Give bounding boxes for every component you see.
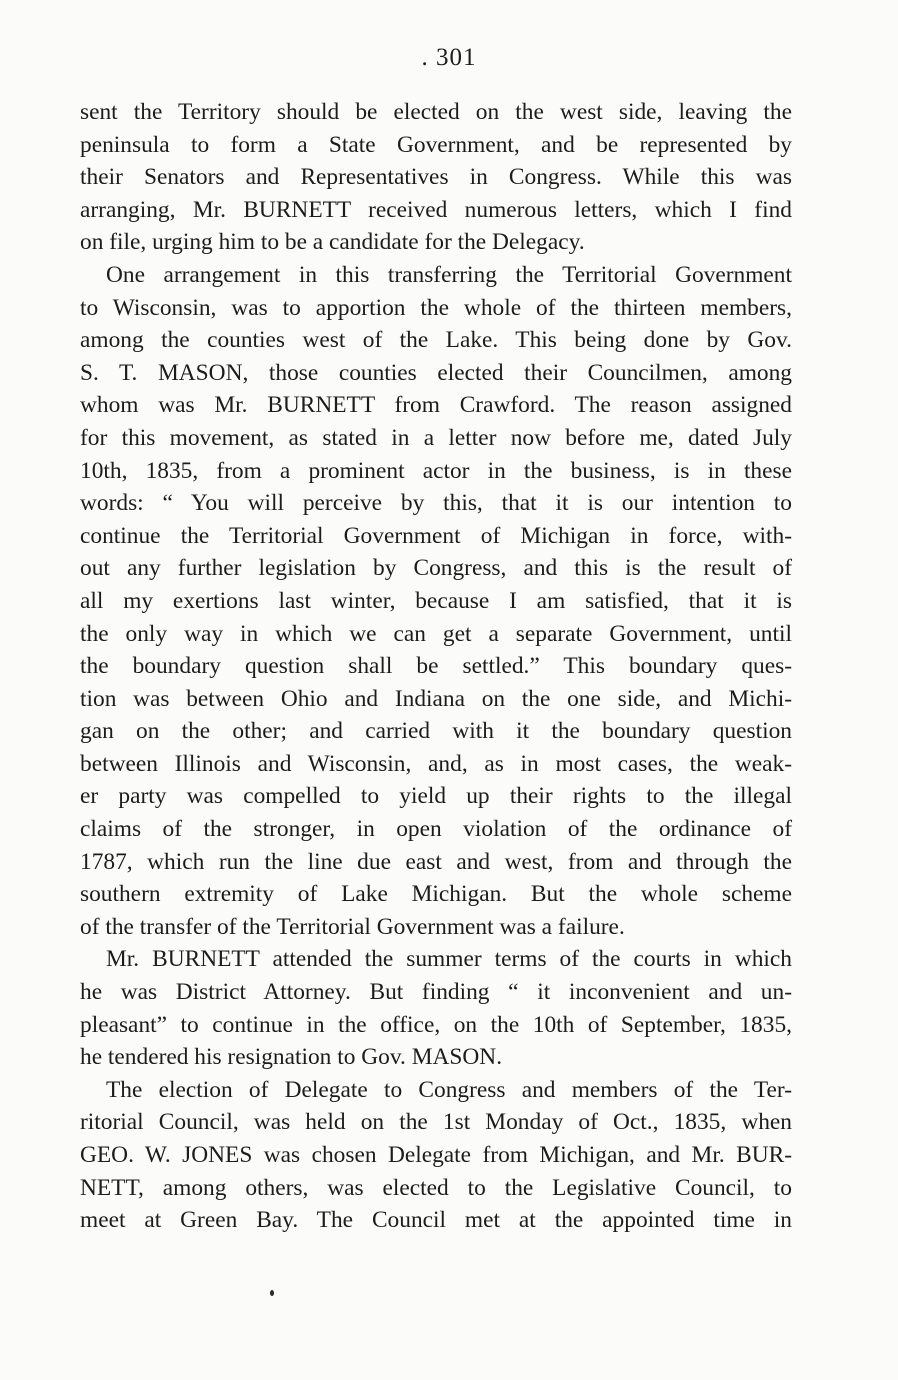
text-line: One arrangement in this transferring the Territorial Government [106,261,792,288]
text-line: 10th, 1835, from a prominent actor in the business, is in these [80,457,792,484]
text-line: peninsula to form a State Government, and be represented by [80,131,792,158]
text-line: their Senators and Representatives in Congress. While this was [80,164,792,191]
text-line: ritorial Council, was held on the 1st Monday of Oct., 1835, when [80,1109,792,1136]
text-line: arranging, Mr. BURNETT received numerous letters, which I find [80,196,792,223]
text-line: GEO. W. JONES was chosen Delegate from Michigan, and Mr. BUR- [80,1142,792,1168]
text-line: among the counties west of the Lake. This being done by Gov. [80,327,792,354]
body-text [80,96,792,1237]
text-line: whom was Mr. BURNETT from Crawford. The reason assigned [80,392,792,419]
text-line: out any further legislation by Congress, and this is the result of [80,555,792,582]
text-line: pleasant” to continue in the office, on the 10th of September, 1835, [80,1011,792,1038]
text-line: the boundary question shall be settled.” This boundary ques- [80,653,792,680]
text-line: between Illinois and Wisconsin, and, as in most cases, the weak- [80,750,792,777]
paragraph-3 [80,943,792,1073]
text-line: for this movement, as stated in a letter now before me, dated July [80,424,792,451]
text-line: 1787, which run the line due east and west, from and through the [80,848,792,875]
page-number: . 301 [421,44,477,71]
text-line: he tendered his resignation to Gov. MASON. [80,1044,503,1071]
paragraph-1 [80,96,792,259]
text-line: meet at Green Bay. The Council met at the appointed time in [80,1207,792,1234]
text-line: claims of the stronger, in open violation of the ordinance of [80,816,792,843]
paragraph-2 [80,259,792,943]
text-line: gan on the other; and carried with it the boundary question [80,718,792,745]
text-line: he was District Attorney. But finding “ it inconvenient and un- [80,979,792,1006]
text-line: to Wisconsin, was to apportion the whole of the thirteen members, [80,294,792,321]
text-line: The election of Delegate to Congress and members of the Ter- [106,1076,792,1103]
text-line: all my exertions last winter, because I am satisfied, that it is [80,587,792,614]
text-line: on file, urging him to be a candidate for the Delegacy. [80,229,585,256]
text-line: er party was compelled to yield up their rights to the illegal [80,783,792,810]
text-line: tion was between Ohio and Indiana on the one side, and Michi- [80,685,792,712]
text-line: the only way in which we can get a separate Government, until [80,620,792,647]
ink-dot [270,1290,274,1296]
text-line: NETT, among others, was elected to the Legislative Council, to [80,1174,792,1201]
text-line: of the transfer of the Territorial Government was a failure. [80,913,625,940]
paragraph-4 [80,1074,792,1237]
text-line: words: “ You will perceive by this, that it is our intention to [80,490,792,517]
text-line: Mr. BURNETT attended the summer terms of the courts in which [106,946,792,973]
text-line: continue the Territorial Government of Michigan in force, with- [80,522,792,549]
text-line: S. T. MASON, those counties elected their Councilmen, among [80,359,792,386]
text-line: sent the Territory should be elected on the west side, leaving the [80,99,792,125]
text-line: southern extremity of Lake Michigan. But the whole scheme [80,881,792,908]
